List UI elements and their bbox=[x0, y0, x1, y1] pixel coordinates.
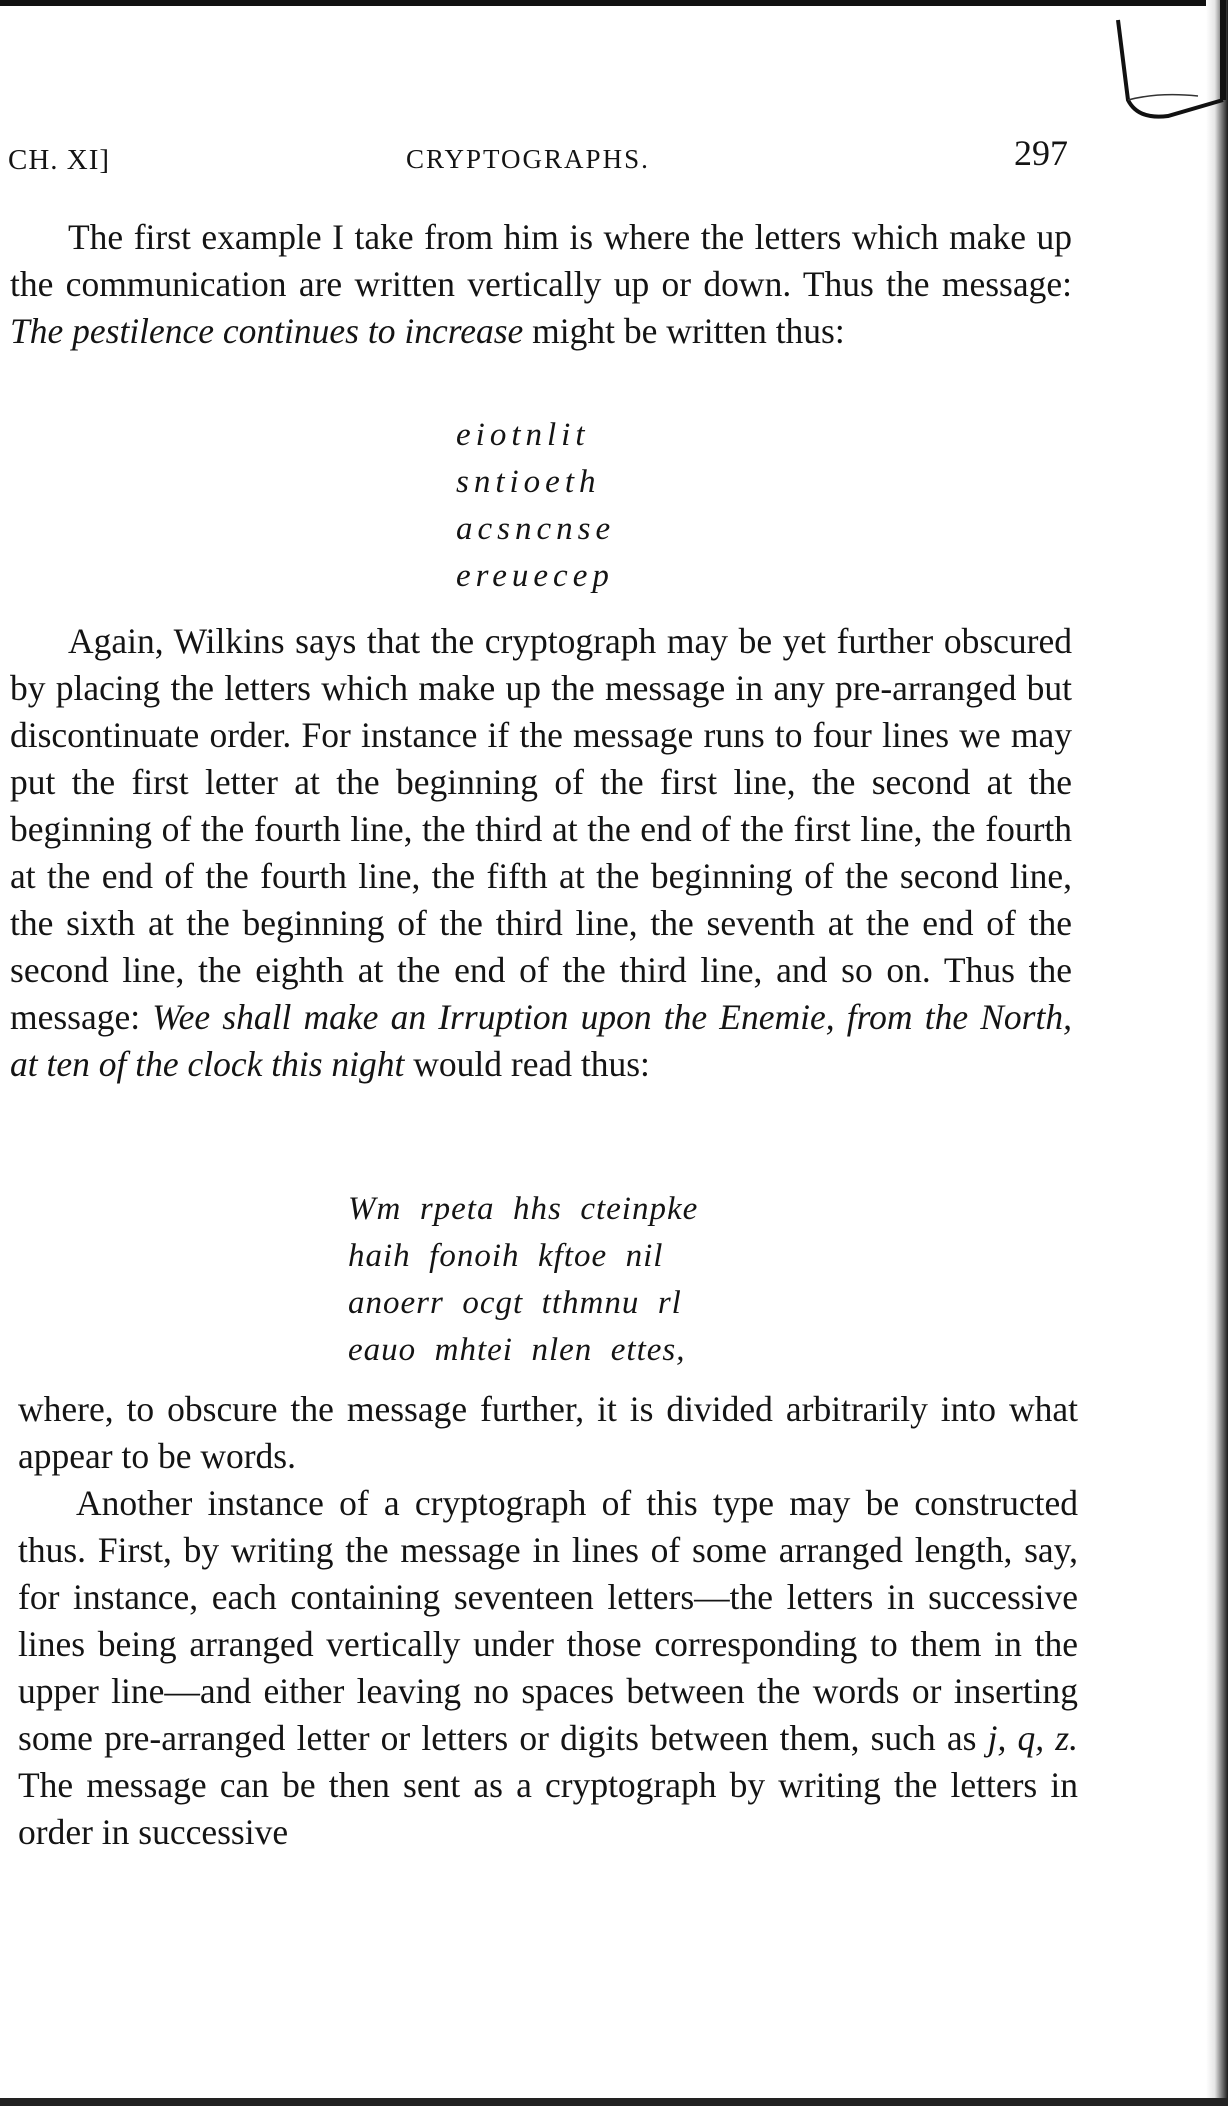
cipher-1-line: sntioeth bbox=[456, 464, 601, 500]
cipher-block-2 bbox=[348, 1186, 698, 1374]
paragraph-4-italic-letters: j, q, z. bbox=[987, 1718, 1079, 1758]
cipher-2-line: anoerr ocgt tthmnu rl bbox=[348, 1285, 682, 1321]
right-scan-edge bbox=[1206, 0, 1228, 2106]
cipher-1-line: eiotnlit bbox=[456, 417, 590, 453]
cipher-1-line: acsncnse bbox=[456, 511, 616, 547]
page-number: 297 bbox=[1014, 133, 1068, 173]
paragraph-2 bbox=[10, 618, 1072, 1088]
running-title: CRYPTOGRAPHS. bbox=[406, 144, 650, 174]
paragraph-3: where, to obscure the message further, it is divided arbitrarily into what appear to be words. bbox=[18, 1389, 1078, 1476]
paragraph-2-text-before: Again, Wilkins says that the cryptograph may be yet further obscured by placing the letters which make up the message in any pre-arranged but discontinuate order. For instance if the message runs to four lines we may put the first letter at the beginning of the first line, the second at the beginning of the fourth line, the third at the end of the first line, the fourth at the end of the fourth line, the fifth at the beginning of the second line, the sixth at the beginning of the third line, the seventh at the end of the second line, the eighth at the end of the third line, and so on. Thus the message: bbox=[10, 621, 1072, 1037]
paragraph-1-italic-message: The pestilence continues to increase bbox=[10, 311, 524, 351]
cipher-2-line: Wm rpeta hhs cteinpke bbox=[348, 1191, 699, 1227]
cipher-2-line: haih fonoih kftoe nil bbox=[348, 1238, 664, 1274]
page-corner-fold-icon bbox=[1098, 0, 1228, 130]
paragraph-2-text-after: would read thus: bbox=[404, 1044, 650, 1084]
paragraph-2-italic-message: Wee shall make an Irruption upon the Enemie, from the North, at ten of the clock this night bbox=[10, 997, 1072, 1084]
chapter-label: CH. XI] bbox=[8, 144, 111, 176]
paragraph-1 bbox=[10, 214, 1072, 355]
paragraph-4 bbox=[18, 1480, 1078, 1856]
bottom-scan-border bbox=[0, 2098, 1228, 2106]
running-head bbox=[8, 133, 1068, 178]
top-scan-border bbox=[0, 0, 1228, 6]
paragraph-4-text-after: The message can be then sent as a cryptograph by writing the letters in order in successive bbox=[18, 1765, 1078, 1852]
cipher-1-line: ereuecep bbox=[456, 558, 614, 594]
paragraph-1-text-before: The first example I take from him is where the letters which make up the communication are written vertically up or down. Thus the message: bbox=[10, 217, 1072, 304]
paragraph-1-text-after: might be written thus: bbox=[523, 311, 845, 351]
paragraph-4-text-before: Another instance of a cryptograph of this type may be constructed thus. First, by writing the message in lines of some arranged length, say, for instance, each containing seventeen letters—the letters in successive lines being arranged vertically under those corresponding to them in the upper line—and either leaving no spaces between the words or inserting some pre-arranged letter or letters or digits between them, such as bbox=[18, 1483, 1078, 1758]
cipher-2-line: eauo mhtei nlen ettes, bbox=[348, 1332, 686, 1368]
cipher-block-1 bbox=[456, 412, 615, 600]
